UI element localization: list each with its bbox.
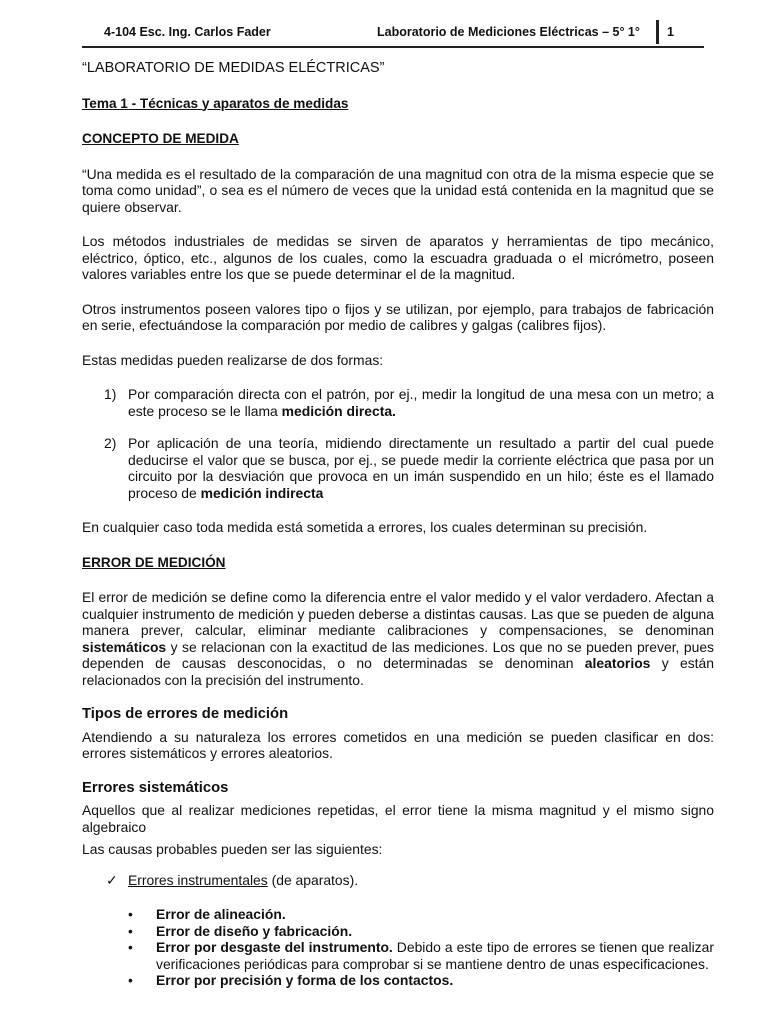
page-number: 1 — [667, 25, 674, 39]
list-text: Por comparación directa con el patrón, por ej., medir la longitud de una mesa con un metro; a este proceso se le llama — [128, 386, 714, 419]
document-title: “LABORATORIO DE MEDIDAS ELÉCTRICAS” — [82, 60, 385, 76]
header-school: 4-104 Esc. Ing. Carlos Fader — [104, 25, 271, 39]
topic-heading: Tema 1 - Técnicas y aparatos de medidas — [82, 95, 349, 111]
page-header — [82, 22, 704, 48]
subheading-sistematicos: Errores sistemáticos — [82, 779, 229, 796]
section-heading-concepto: CONCEPTO DE MEDIDA — [82, 131, 239, 146]
checkmark-icon: ✓ — [106, 871, 118, 888]
bullet-icon: • — [128, 972, 133, 988]
text-run: y están relacionados con la precisión del instrumento. — [82, 655, 714, 688]
list-item — [82, 972, 714, 989]
bullet-text: Error de diseño y fabricación. — [156, 922, 353, 939]
check-text: (de aparatos). — [267, 871, 359, 888]
header-course: Laboratorio de Mediciones Eléctricas – 5° 1° — [377, 25, 640, 39]
list-item — [82, 386, 714, 419]
list-bold-term: medición indirecta — [200, 484, 324, 501]
instrumental-errors-list — [82, 906, 714, 989]
document-body — [82, 60, 714, 989]
list-number: 2) — [104, 435, 117, 451]
bold-term-aleatorios: aleatorios — [584, 655, 651, 671]
list-item — [82, 939, 714, 972]
header-separator — [656, 20, 659, 44]
bullet-text: Debido a este tipo de errores se tienen que realizar verificaciones periódicas para comprobar si se mantiene dentro de unas especificaciones. — [156, 939, 714, 972]
list-item — [82, 906, 714, 923]
paragraph-systematic-definition: Aquellos que al realizar mediciones repetidas, el error tiene la misma magnitud y el mismo signo algebraico — [82, 802, 714, 835]
list-text: Por aplicación de una teoría, midiendo directamente un resultado a partir del cual puede deducirse el valor que se busca, por ej., se puede medir la corriente eléctrica que pasa por un circuito por la desviación que provoca en un imán suspendido en un hilo; éste es el llamado proceso de — [128, 435, 714, 501]
paragraph-industrial-methods: Los métodos industriales de medidas se sirven de aparatos y herramientas de tipo mecánico, eléctrico, óptico, etc., algunos de los cuales, como la escuadra graduada o el micrómetro, poseen valores variables entre los que se puede determinar el de la magnitud. — [82, 233, 714, 282]
paragraph-fixed-instruments: Otros instrumentos poseen valores tipo o fijos y se utilizan, por ejemplo, para trabajos de fabricación en serie, efectuándose la comparación por medio de calibres y galgas (calibres fijos). — [82, 300, 714, 333]
checklist-item — [82, 872, 714, 889]
paragraph-error-definition — [82, 589, 714, 688]
bullet-icon: • — [128, 939, 133, 955]
paragraph-causes: Las causas probables pueden ser las siguientes: — [82, 841, 383, 857]
list-number: 1) — [104, 386, 117, 402]
text-run: y se relacionan con la exactitud de las mediciones. Los que no se pueden prever, pues dependen de causas desconocidas, o no determinadas se denominan — [82, 638, 714, 671]
bold-term-sistematicos: sistemáticos — [82, 638, 167, 655]
paragraph-two-forms: Estas medidas pueden realizarse de dos formas: — [82, 351, 384, 368]
list-bold-term: medición directa. — [281, 402, 396, 419]
measurement-forms-list — [82, 386, 714, 501]
subheading-tipos: Tipos de errores de medición — [82, 706, 289, 722]
bullet-icon: • — [128, 922, 133, 939]
check-underlined-text: Errores instrumentales — [128, 871, 268, 888]
list-item — [82, 923, 714, 940]
paragraph-types: Atendiendo a su naturaleza los errores cometidos en una medición se pueden clasificar en dos: errores sistemáticos y errores aleatorios. — [82, 728, 714, 761]
bullet-text: Error de alineación. — [156, 906, 286, 922]
text-run: El error de medición se define como la diferencia entre el valor medido y el valor verdadero. Afectan a cualquier instrumento de medición y pueden deberse a distintas causas. Las que se pueden de alguna manera prever, calcular, eliminar mediante calibraciones y compensaciones, se denominan — [82, 589, 714, 638]
list-item — [82, 435, 714, 501]
paragraph-errors-precision: En cualquier caso toda medida está sometida a errores, los cuales determinan su precisión. — [82, 519, 648, 535]
bullet-text: Error por precisión y forma de los contactos. — [156, 972, 454, 988]
paragraph-definition: “Una medida es el resultado de la comparación de una magnitud con otra de la misma especie que se toma como unidad”, o sea es el número de veces que la unidad está contenida en la magnitud que se quiere observar. — [82, 165, 714, 215]
bullet-bold-text: Error por desgaste del instrumento. — [156, 939, 393, 955]
bullet-icon: • — [128, 906, 133, 922]
section-heading-error: ERROR DE MEDICIÓN — [82, 554, 226, 570]
